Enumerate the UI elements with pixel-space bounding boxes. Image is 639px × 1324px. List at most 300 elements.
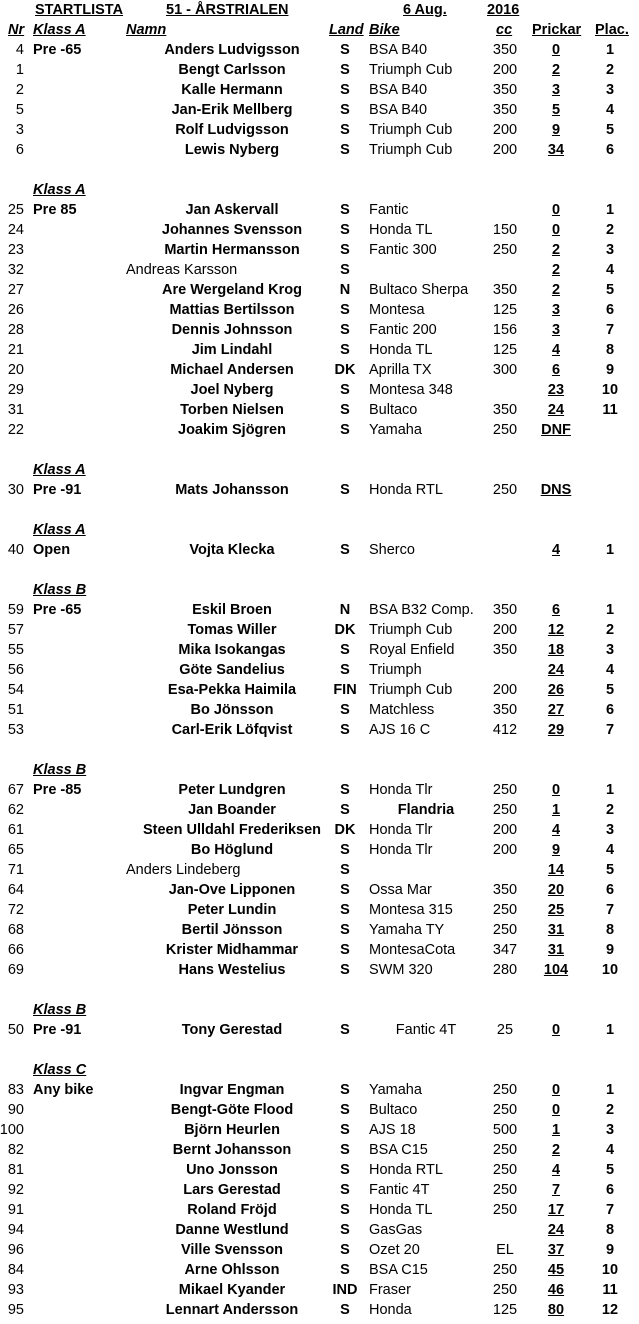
bike-model: Montesa 348 — [369, 382, 453, 398]
event-name: 51 - ÅRSTRIALEN — [166, 2, 289, 18]
penalty-points: 29 — [547, 722, 565, 738]
country: S — [340, 222, 350, 238]
penalty-points: 7 — [551, 1182, 561, 1198]
start-number: 72 — [7, 902, 24, 918]
bike-model: Fantic 4T — [369, 1182, 430, 1198]
country: S — [340, 802, 350, 818]
start-number: 61 — [7, 822, 24, 838]
rider-name: Rolf Ludvigsson — [175, 122, 289, 138]
result-row — [0, 1160, 639, 1180]
result-row — [0, 360, 639, 380]
bike-model: Triumph Cub — [369, 142, 453, 158]
bike-model: Honda Tlr — [369, 782, 433, 798]
engine-cc: 250 — [492, 1102, 518, 1118]
penalty-points: 4 — [551, 1162, 561, 1178]
col-prickar: Prickar — [532, 22, 582, 38]
result-row — [0, 220, 639, 240]
penalty-points: 31 — [547, 942, 565, 958]
result-row — [0, 60, 639, 80]
rider-name: Peter Lundgren — [178, 782, 286, 798]
country: S — [340, 402, 350, 418]
rider-name: Esa-Pekka Haimila — [167, 682, 297, 698]
bike-model: Bultaco — [369, 402, 418, 418]
placement: 12 — [601, 1302, 619, 1318]
result-row — [0, 860, 639, 880]
rider-name: Bo Jönsson — [190, 702, 274, 718]
start-number: 93 — [7, 1282, 24, 1298]
col-nr: Nr — [8, 22, 25, 38]
engine-cc: 350 — [492, 642, 518, 658]
start-number: 51 — [7, 702, 24, 718]
placement: 6 — [605, 1182, 615, 1198]
engine-cc: 25 — [496, 1022, 514, 1038]
start-number: 83 — [7, 1082, 24, 1098]
start-number: 24 — [7, 222, 24, 238]
penalty-points: 6 — [551, 602, 561, 618]
country: S — [340, 122, 350, 138]
penalty-points: 2 — [551, 1142, 561, 1158]
result-row — [0, 1120, 639, 1140]
start-number: 71 — [7, 862, 24, 878]
rider-name: Anders Lindeberg — [126, 862, 241, 878]
rider-name: Arne Ohlsson — [184, 1262, 280, 1278]
start-number: 53 — [7, 722, 24, 738]
rider-name: Torben Nielsen — [180, 402, 284, 418]
start-number: 32 — [7, 262, 24, 278]
country: S — [340, 242, 350, 258]
bike-model: Montesa — [369, 302, 425, 318]
country: S — [340, 1242, 350, 1258]
result-row — [0, 80, 639, 100]
penalty-points: 1 — [551, 1122, 561, 1138]
result-row — [0, 1200, 639, 1220]
rider-name: Mika Isokangas — [178, 642, 286, 658]
rider-name: Bernt Johansson — [172, 1142, 292, 1158]
result-row — [0, 940, 639, 960]
engine-cc: 347 — [492, 942, 518, 958]
result-row — [0, 1300, 639, 1320]
engine-cc: 350 — [492, 102, 518, 118]
placement: 4 — [605, 262, 615, 278]
klass-label: Klass B — [33, 1002, 87, 1018]
class-group: Pre -65 — [33, 42, 82, 58]
start-number: 82 — [7, 1142, 24, 1158]
start-number: 84 — [7, 1262, 24, 1278]
rider-name: Mats Johansson — [175, 482, 289, 498]
result-row — [0, 1220, 639, 1240]
rider-name: Steen Ulldahl Frederiksen — [142, 822, 322, 838]
bike-model: Yamaha TY — [369, 922, 445, 938]
klass-heading-row — [0, 760, 639, 780]
bike-model: BSA B40 — [369, 82, 428, 98]
rider-name: Joakim Sjögren — [178, 422, 286, 438]
placement: 11 — [602, 1282, 618, 1298]
start-number: 54 — [7, 682, 24, 698]
placement: 4 — [605, 842, 615, 858]
placement: 2 — [605, 622, 615, 638]
result-row — [0, 1080, 639, 1100]
placement: 1 — [605, 542, 615, 558]
start-number: 1 — [15, 62, 24, 78]
start-number: 40 — [7, 542, 24, 558]
bike-model: Montesa 315 — [369, 902, 453, 918]
result-row — [0, 1020, 639, 1040]
country: N — [339, 282, 351, 298]
engine-cc: 250 — [492, 1182, 518, 1198]
rider-name: Bengt-Göte Flood — [170, 1102, 294, 1118]
placement: 5 — [605, 862, 615, 878]
placement: 6 — [605, 142, 615, 158]
placement: 4 — [605, 1142, 615, 1158]
start-number: 94 — [7, 1222, 24, 1238]
engine-cc: 350 — [492, 882, 518, 898]
start-number: 56 — [7, 662, 24, 678]
result-row — [0, 300, 639, 320]
placement: 1 — [605, 202, 615, 218]
engine-cc: 500 — [492, 1122, 518, 1138]
col-namn: Namn — [126, 22, 167, 38]
engine-cc: 200 — [492, 622, 518, 638]
engine-cc: 250 — [492, 802, 518, 818]
engine-cc: 125 — [492, 1302, 518, 1318]
penalty-points: 45 — [547, 1262, 565, 1278]
rider-name: Jan-Ove Lipponen — [168, 882, 296, 898]
result-row — [0, 120, 639, 140]
placement: 6 — [605, 702, 615, 718]
bike-model: Honda Tlr — [369, 842, 433, 858]
engine-cc: 350 — [492, 82, 518, 98]
bike-model: Aprilla TX — [369, 362, 432, 378]
placement: 10 — [601, 1262, 619, 1278]
klass-heading-row — [0, 1000, 639, 1020]
start-number: 96 — [7, 1242, 24, 1258]
start-number: 31 — [7, 402, 24, 418]
rider-name: Johannes Svensson — [161, 222, 303, 238]
engine-cc: 350 — [492, 602, 518, 618]
country: S — [340, 962, 350, 978]
result-row — [0, 340, 639, 360]
result-row — [0, 200, 639, 220]
engine-cc: 250 — [492, 422, 518, 438]
placement: 2 — [605, 1102, 615, 1118]
placement: 11 — [602, 402, 618, 418]
rider-name: Hans Westelius — [178, 962, 286, 978]
penalty-points: 0 — [551, 42, 561, 58]
placement: 2 — [605, 802, 615, 818]
engine-cc: 280 — [492, 962, 518, 978]
placement: 4 — [605, 662, 615, 678]
penalty-points: 26 — [547, 682, 565, 698]
penalty-points: 2 — [551, 282, 561, 298]
placement: 5 — [605, 122, 615, 138]
klass-heading-row — [0, 460, 639, 480]
bike-model: Honda — [369, 1302, 412, 1318]
result-row — [0, 700, 639, 720]
result-row — [0, 1280, 639, 1300]
country: S — [340, 902, 350, 918]
start-number: 2 — [15, 82, 24, 98]
placement: 2 — [605, 222, 615, 238]
engine-cc: 250 — [492, 1202, 518, 1218]
penalty-points: 34 — [547, 142, 565, 158]
klass-heading-row — [0, 520, 639, 540]
bike-model: Fantic — [369, 202, 409, 218]
rider-name: Peter Lundin — [187, 902, 277, 918]
bike-model: BSA C15 — [369, 1142, 428, 1158]
country: S — [340, 1142, 350, 1158]
country: DK — [334, 622, 356, 638]
rider-name: Tony Gerestad — [181, 1022, 283, 1038]
bike-model: SWM 320 — [369, 962, 433, 978]
penalty-points: 24 — [547, 402, 565, 418]
result-row — [0, 1100, 639, 1120]
engine-cc: 150 — [492, 222, 518, 238]
engine-cc: 200 — [492, 62, 518, 78]
col-plac: Plac. — [595, 22, 629, 38]
penalty-points: 0 — [551, 202, 561, 218]
start-number: 57 — [7, 622, 24, 638]
country: S — [340, 922, 350, 938]
start-number: 67 — [7, 782, 24, 798]
column-header-row — [0, 20, 639, 40]
placement: 4 — [605, 102, 615, 118]
placement: 3 — [605, 822, 615, 838]
bike-model: BSA B40 — [369, 42, 428, 58]
bike-model: BSA B32 Comp. — [369, 602, 474, 618]
rider-name: Roland Fröjd — [187, 1202, 277, 1218]
bike-model: Honda TL — [369, 342, 433, 358]
country: DK — [334, 362, 356, 378]
start-number: 68 — [7, 922, 24, 938]
penalty-points: 80 — [547, 1302, 565, 1318]
col-bike: Bike — [369, 22, 400, 38]
engine-cc: 250 — [492, 902, 518, 918]
bike-model: Ozet 20 — [369, 1242, 420, 1258]
rider-name: Jan Askervall — [185, 202, 279, 218]
penalty-points: 104 — [543, 962, 569, 978]
country: S — [340, 662, 350, 678]
country: S — [340, 82, 350, 98]
rider-name: Bengt Carlsson — [178, 62, 286, 78]
country: DK — [334, 822, 356, 838]
bike-model: Matchless — [369, 702, 435, 718]
start-number: 29 — [7, 382, 24, 398]
penalty-points: 31 — [547, 922, 565, 938]
placement: 9 — [605, 362, 615, 378]
country: S — [340, 1022, 350, 1038]
klass-label: Klass C — [33, 1062, 87, 1078]
class-group: Pre -65 — [33, 602, 82, 618]
rider-name: Anders Ludvigsson — [164, 42, 300, 58]
class-group: Pre -91 — [33, 482, 82, 498]
bike-model: Fantic 4T — [395, 1022, 457, 1038]
result-row — [0, 480, 639, 500]
rider-name: Joel Nyberg — [190, 382, 274, 398]
placement: 7 — [605, 322, 615, 338]
engine-cc: 250 — [492, 1262, 518, 1278]
rider-name: Göte Sandelius — [179, 662, 285, 678]
country: S — [340, 1082, 350, 1098]
class-group: Pre -91 — [33, 1022, 82, 1038]
placement: 3 — [605, 1122, 615, 1138]
start-number: 65 — [7, 842, 24, 858]
penalty-points: 24 — [547, 1222, 565, 1238]
result-row — [0, 680, 639, 700]
start-number: 62 — [7, 802, 24, 818]
result-row — [0, 40, 639, 60]
placement: 10 — [601, 962, 619, 978]
rider-name: Danne Westlund — [175, 1222, 289, 1238]
penalty-points: 9 — [551, 122, 561, 138]
result-row — [0, 140, 639, 160]
penalty-points: 46 — [547, 1282, 565, 1298]
placement: 1 — [605, 42, 615, 58]
placement: 3 — [605, 82, 615, 98]
bike-model: MontesaCota — [369, 942, 456, 958]
bike-model: BSA C15 — [369, 1262, 428, 1278]
result-row — [0, 640, 639, 660]
result-row — [0, 660, 639, 680]
result-row — [0, 800, 639, 820]
country: S — [340, 142, 350, 158]
engine-cc: EL — [496, 1242, 514, 1258]
country: S — [340, 102, 350, 118]
result-row — [0, 260, 639, 280]
country: S — [340, 842, 350, 858]
country: S — [340, 1202, 350, 1218]
penalty-points: 27 — [547, 702, 565, 718]
country: S — [340, 782, 350, 798]
rider-name: Jan-Erik Mellberg — [171, 102, 293, 118]
country: S — [340, 702, 350, 718]
bike-model: Sherco — [369, 542, 415, 558]
start-number: 20 — [7, 362, 24, 378]
country: S — [340, 542, 350, 558]
col-land: Land — [329, 22, 364, 38]
bike-model: Ossa Mar — [369, 882, 432, 898]
engine-cc: 350 — [492, 402, 518, 418]
rider-name: Martin Hermansson — [164, 242, 300, 258]
start-number: 95 — [7, 1302, 24, 1318]
rider-name: Mattias Bertilsson — [169, 302, 295, 318]
penalty-points: 3 — [551, 302, 561, 318]
country: S — [340, 1102, 350, 1118]
country: S — [340, 882, 350, 898]
penalty-points: 4 — [551, 342, 561, 358]
penalty-points: 2 — [551, 62, 561, 78]
country: S — [340, 862, 350, 878]
placement: 9 — [605, 942, 615, 958]
start-number: 92 — [7, 1182, 24, 1198]
placement: 1 — [605, 1022, 615, 1038]
placement: 8 — [605, 1222, 615, 1238]
rider-name: Lars Gerestad — [183, 1182, 281, 1198]
start-number: 59 — [7, 602, 24, 618]
engine-cc: 125 — [492, 342, 518, 358]
engine-cc: 125 — [492, 302, 518, 318]
start-number: 69 — [7, 962, 24, 978]
bike-model: Triumph Cub — [369, 62, 453, 78]
bike-model: Fantic 300 — [369, 242, 437, 258]
result-row — [0, 380, 639, 400]
start-number: 6 — [15, 142, 24, 158]
bike-model: AJS 18 — [369, 1122, 416, 1138]
bike-model: AJS 16 C — [369, 722, 431, 738]
country: S — [340, 722, 350, 738]
country: S — [340, 62, 350, 78]
bike-model: Flandria — [397, 802, 455, 818]
klass-label: Klass A — [33, 182, 86, 198]
placement: 5 — [605, 682, 615, 698]
start-number: 5 — [15, 102, 24, 118]
bike-model: Triumph Cub — [369, 622, 453, 638]
bike-model: Triumph Cub — [369, 122, 453, 138]
country: S — [340, 302, 350, 318]
engine-cc: 350 — [492, 42, 518, 58]
penalty-points: 9 — [551, 842, 561, 858]
result-row — [0, 900, 639, 920]
start-number: 55 — [7, 642, 24, 658]
rider-name: Andreas Karsson — [126, 262, 238, 278]
engine-cc: 412 — [492, 722, 518, 738]
penalty-points: 0 — [551, 222, 561, 238]
start-number: 28 — [7, 322, 24, 338]
result-row — [0, 420, 639, 440]
country: S — [340, 642, 350, 658]
engine-cc: 250 — [492, 782, 518, 798]
start-number: 81 — [7, 1162, 24, 1178]
start-number: 26 — [7, 302, 24, 318]
placement: 5 — [605, 1162, 615, 1178]
rider-name: Krister Midhammar — [165, 942, 299, 958]
klass-heading-row — [0, 580, 639, 600]
placement: 1 — [605, 1082, 615, 1098]
penalty-points: 2 — [551, 262, 561, 278]
country: S — [340, 382, 350, 398]
penalty-points: 6 — [551, 362, 561, 378]
rider-name: Eskil Broen — [192, 602, 272, 618]
klass-label: Klass A — [33, 522, 86, 538]
penalty-points: 23 — [547, 382, 565, 398]
bike-model: BSA B40 — [369, 102, 428, 118]
placement: 3 — [605, 642, 615, 658]
engine-cc: 156 — [492, 322, 518, 338]
result-row — [0, 320, 639, 340]
bike-model: Honda TL — [369, 1202, 433, 1218]
result-row — [0, 1180, 639, 1200]
start-number: 22 — [7, 422, 24, 438]
penalty-points: 4 — [551, 542, 561, 558]
bike-model: Honda Tlr — [369, 822, 433, 838]
title-row — [0, 0, 639, 20]
col-klass: Klass A — [33, 22, 86, 38]
rider-name: Uno Jonsson — [186, 1162, 278, 1178]
rider-name: Jan Boander — [188, 802, 276, 818]
bike-model: Honda TL — [369, 222, 433, 238]
country: S — [340, 942, 350, 958]
class-group: Open — [33, 542, 71, 558]
country: S — [340, 422, 350, 438]
placement: 6 — [605, 882, 615, 898]
bike-model: Honda RTL — [369, 1162, 443, 1178]
placement: 2 — [605, 62, 615, 78]
penalty-points: 5 — [551, 102, 561, 118]
start-number: 90 — [7, 1102, 24, 1118]
engine-cc: 350 — [492, 702, 518, 718]
event-date: 6 Aug. — [403, 2, 447, 18]
klass-heading-row — [0, 1060, 639, 1080]
result-row — [0, 540, 639, 560]
